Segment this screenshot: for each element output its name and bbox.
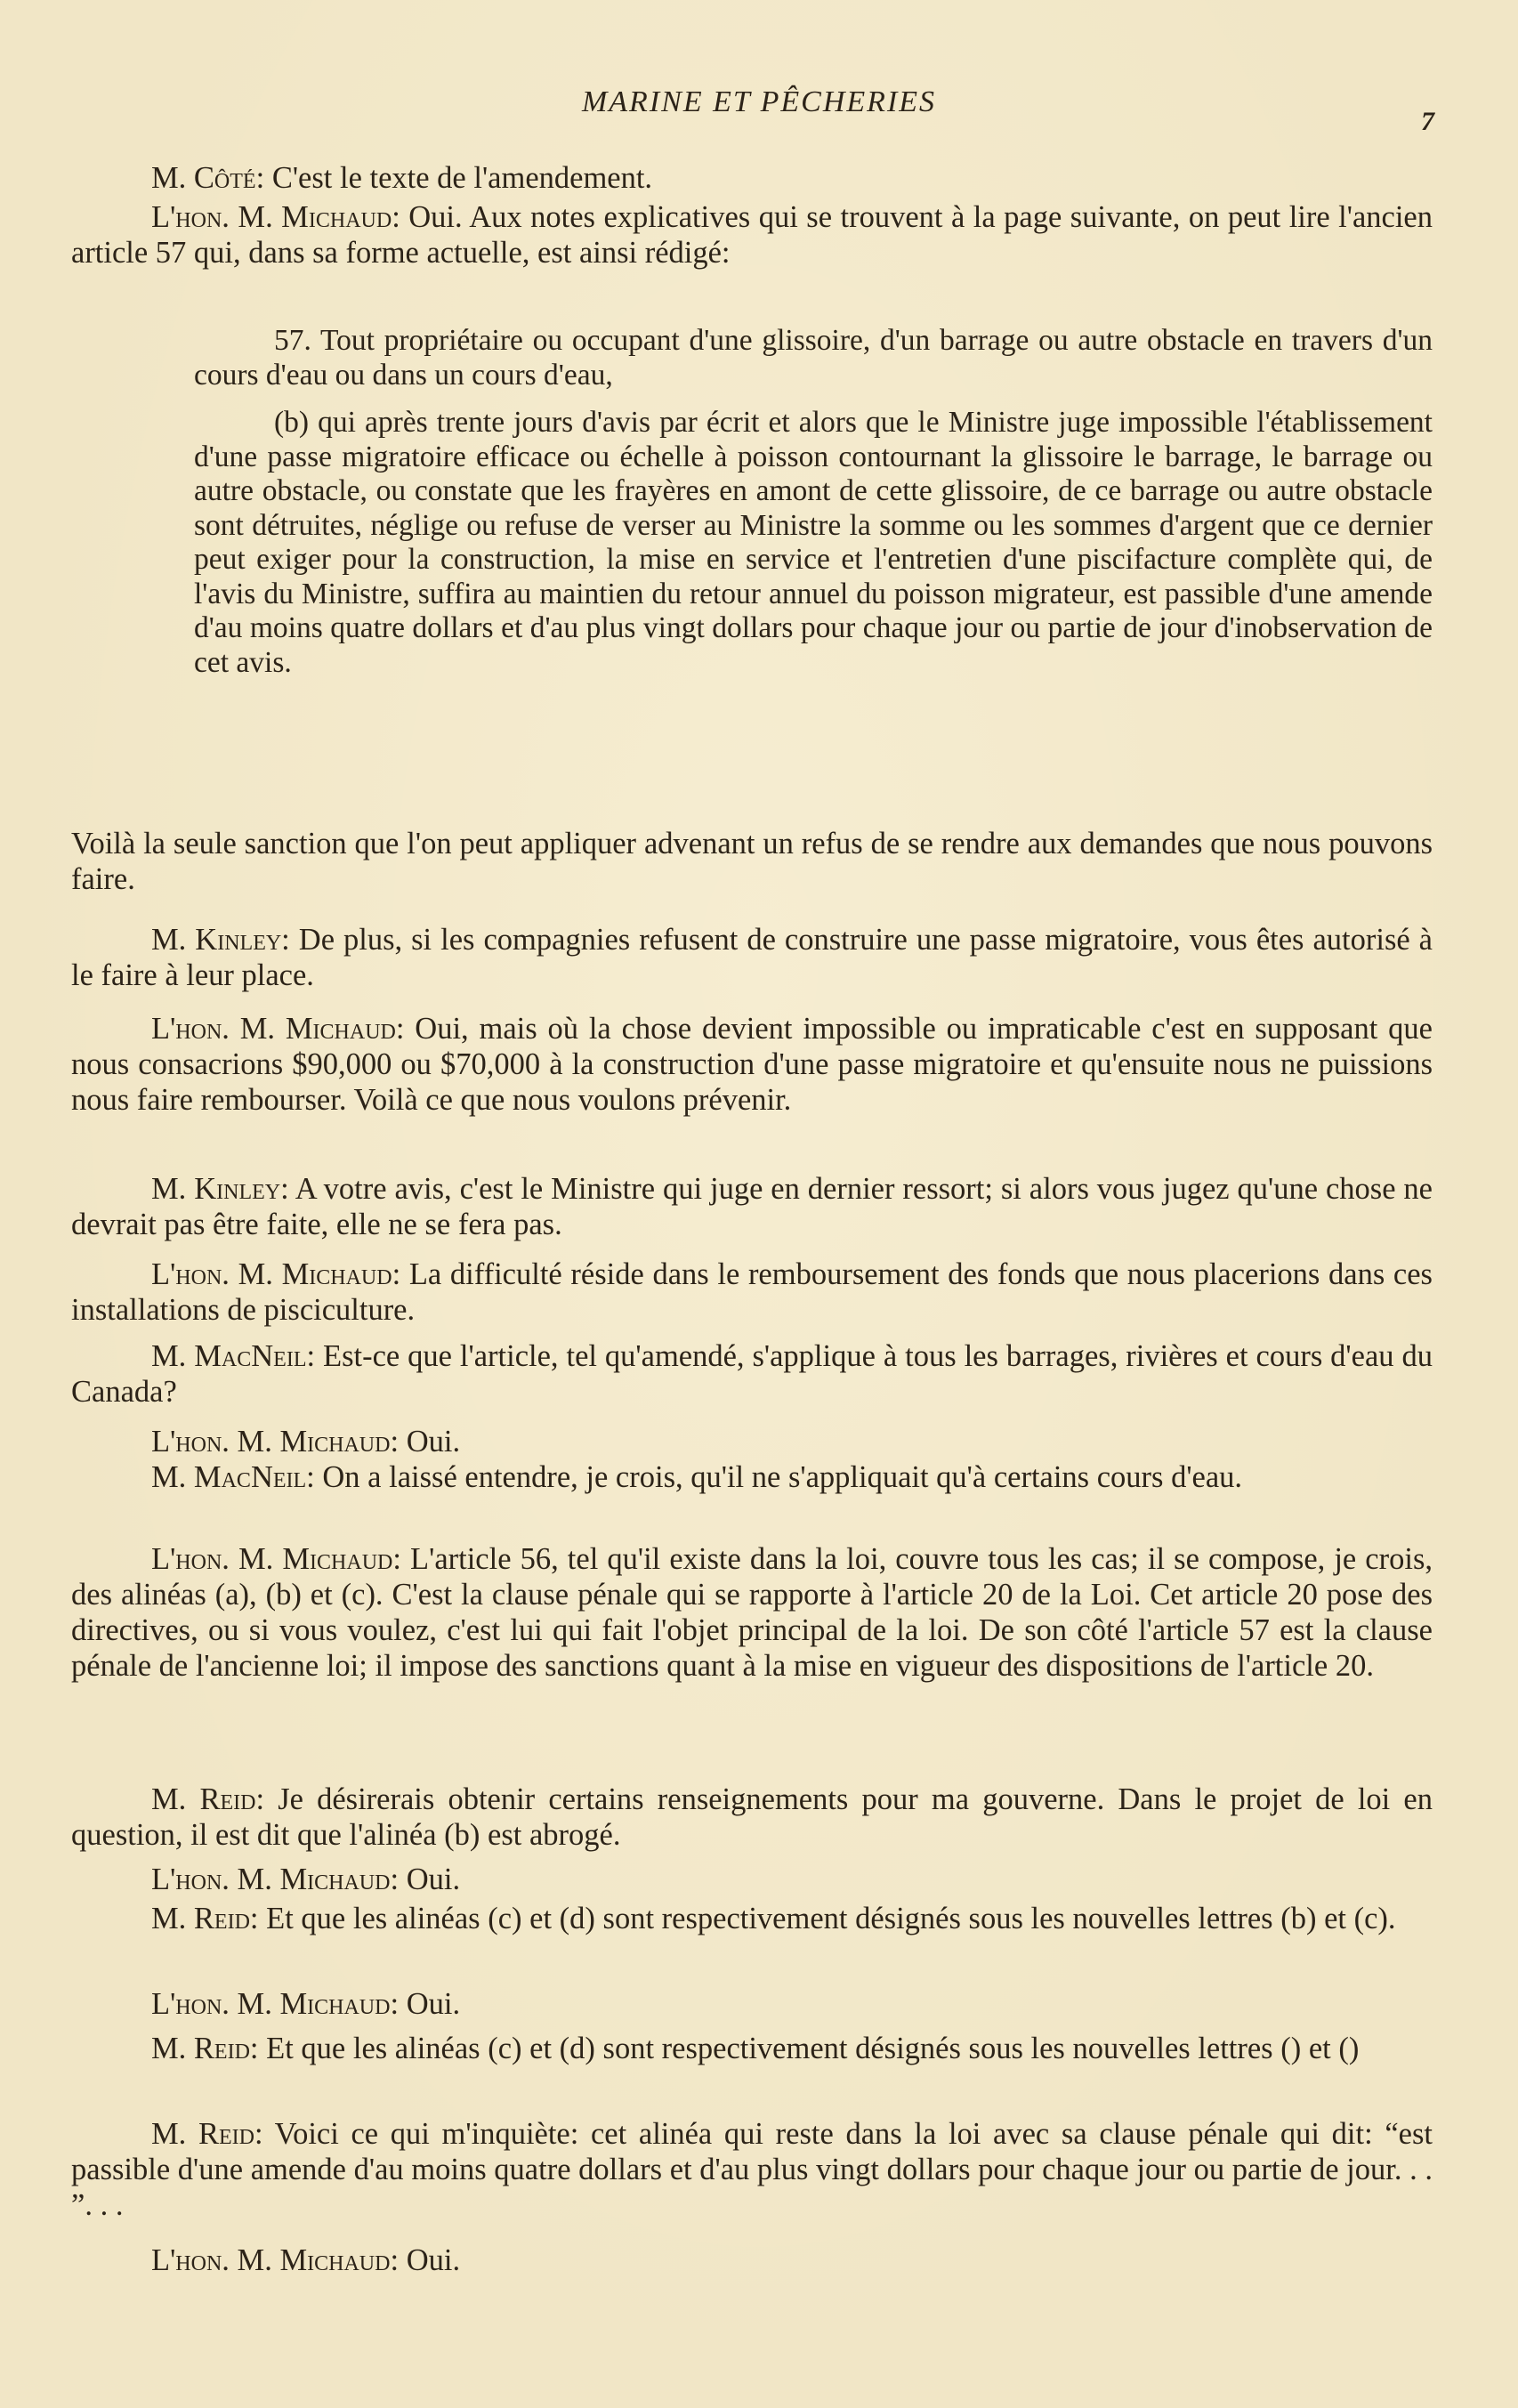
speaker: M. Côté: xyxy=(151,161,265,195)
speaker: M. Kinley: xyxy=(151,1172,289,1206)
speaker: M. Reid: xyxy=(151,1902,259,1935)
paragraph xyxy=(71,1541,1433,1684)
statute-paragraph: 57. Tout propriétaire ou occupant d'une glissoire, d'un barrage ou autre obstacle en travers d'un cours d'eau ou dans un cours d'eau, xyxy=(194,324,1433,392)
paragraph xyxy=(71,1171,1433,1242)
speaker: L'hon. M. Michaud: xyxy=(151,1542,401,1576)
paragraph xyxy=(71,199,1433,271)
speech: Est-ce que l'article, tel qu'amendé, s'applique à tous les barrages, rivières et cours d'eau du Canada? xyxy=(71,1339,1433,1409)
statute-paragraph: (b) qui après trente jours d'avis par écrit et alors que le Ministre juge impossible l'établissement d'une passe migratoire efficace ou échelle à poisson contournant la glissoire le barrage, le barrage ou autre obstacle, ou constate que les frayères en amont de cette glissoire, de ce barrage ou autre obstacle sont détruites, néglige ou refuse de verser au Ministre la somme ou les sommes d'argent que ce dernier peut exiger pour la construction, la mise en service et l'entretien d'une piscifacture complète qui, de l'avis du Ministre, suffira au maintien du retour annuel du poisson migrateur, est passible d'une amende d'au moins quatre dollars et d'au plus vingt dollars pour chaque jour ou partie de jour d'inobservation de cet avis. xyxy=(194,406,1433,679)
paragraph xyxy=(71,1862,1433,1897)
speaker: M. MacNeil: xyxy=(151,1460,315,1494)
speaker: L'hon. M. Michaud: xyxy=(151,1012,405,1046)
speaker: L'hon. M. Michaud: xyxy=(151,1987,400,2021)
speaker: L'hon. M. Michaud: xyxy=(151,200,400,234)
speaker: L'hon. M. Michaud: xyxy=(151,2243,400,2277)
running-head: MARINE ET PÊCHERIES xyxy=(581,85,937,118)
speaker: M. Kinley: xyxy=(151,923,290,957)
paragraph xyxy=(71,1986,1433,2022)
paragraph xyxy=(71,1459,1433,1495)
speech: Et que les alinéas (c) et (d) sont respectivement désignés sous les nouvelles lettres (b) et (c). xyxy=(258,1902,1396,1935)
quoted-statute xyxy=(71,406,1433,680)
paragraph xyxy=(71,1338,1433,1410)
paragraph xyxy=(71,1424,1433,1459)
speech: On a laissé entendre, je crois, qu'il ne s'appliquait qu'à certains cours d'eau. xyxy=(314,1460,1243,1494)
speaker: L'hon. M. Michaud: xyxy=(151,1425,400,1459)
speech: Oui. xyxy=(399,1425,461,1459)
paragraph xyxy=(71,1901,1433,1936)
paragraph xyxy=(71,160,1433,196)
speech: Et que les alinéas (c) et (d) sont respectivement désignés sous les nouvelles lettres () et () xyxy=(258,2032,1360,2065)
paragraph xyxy=(71,1257,1433,1328)
speech: La difficulté réside dans le remboursement des fonds que nous placerions dans ces installations de pisciculture. xyxy=(71,1257,1433,1327)
speech: Oui. xyxy=(399,1987,461,2021)
speaker: M. Reid: xyxy=(151,1782,265,1816)
speech: L'article 56, tel qu'il existe dans la loi, couvre tous les cas; il se compose, je crois, des alinéas (a), (b) et (c). C'est la clause pénale qui se rapporte à l'article 20 de la Loi. Cet article 20 pose des directives, ou si vous voulez, c'est lui qui fait l'objet principal de la loi. De son côté l'article 57 est la clause pénale de l'ancienne loi; il impose des sanctions quant à la mise en vigueur des dispositions de l'article 20. xyxy=(71,1542,1433,1683)
paragraph xyxy=(71,922,1433,993)
speaker: M. Reid: xyxy=(151,2117,263,2151)
speech: Oui. xyxy=(399,1863,461,1896)
speech: Je désirerais obtenir certains renseignements pour ma gouverne. Dans le projet de loi en question, il est dit que l'alinéa (b) est abrogé. xyxy=(71,1782,1433,1852)
speaker: L'hon. M. Michaud: xyxy=(151,1257,401,1291)
speaker: M. Reid: xyxy=(151,2032,259,2065)
quoted-statute xyxy=(71,324,1433,392)
speaker: M. MacNeil: xyxy=(151,1339,316,1373)
speech: Oui. xyxy=(399,2243,461,2277)
paragraph xyxy=(71,1782,1433,1853)
paragraph xyxy=(71,2116,1433,2223)
paragraph xyxy=(71,2031,1433,2066)
speech: Oui. Aux notes explicatives qui se trouvent à la page suivante, on peut lire l'ancien article 57 qui, dans sa forme actuelle, est ainsi rédigé: xyxy=(71,200,1433,270)
speech: De plus, si les compagnies refusent de construire une passe migratoire, vous êtes autorisé à le faire à leur place. xyxy=(71,923,1433,992)
paragraph xyxy=(71,1011,1433,1118)
speech: C'est le texte de l'amendement. xyxy=(264,161,653,195)
paragraph xyxy=(71,826,1433,897)
speech: A votre avis, c'est le Ministre qui juge en dernier ressort; si alors vous jugez qu'une chose ne devrait pas être faite, elle ne se fera pas. xyxy=(71,1172,1433,1241)
paragraph xyxy=(71,2242,1433,2278)
speech: Voilà la seule sanction que l'on peut appliquer advenant un refus de se rendre aux demandes que nous pouvons faire. xyxy=(71,827,1433,896)
speech: Oui, mais où la chose devient impossible ou impraticable c'est en supposant que nous consacrions $90,000 ou $70,000 à la construction d'une passe migratoire et qu'ensuite nous ne puissions nous faire rembourser. Voilà ce que nous voulons prévenir. xyxy=(71,1012,1433,1117)
page-number: 7 xyxy=(1421,107,1434,136)
speaker: L'hon. M. Michaud: xyxy=(151,1863,400,1896)
speech: Voici ce qui m'inquiète: cet alinéa qui reste dans la loi avec sa clause pénale qui dit: “est passible d'une amende d'au moins quatre dollars et d'au plus vingt dollars pour chaque jour ou partie de jour. . . ”. . . xyxy=(71,2117,1433,2222)
